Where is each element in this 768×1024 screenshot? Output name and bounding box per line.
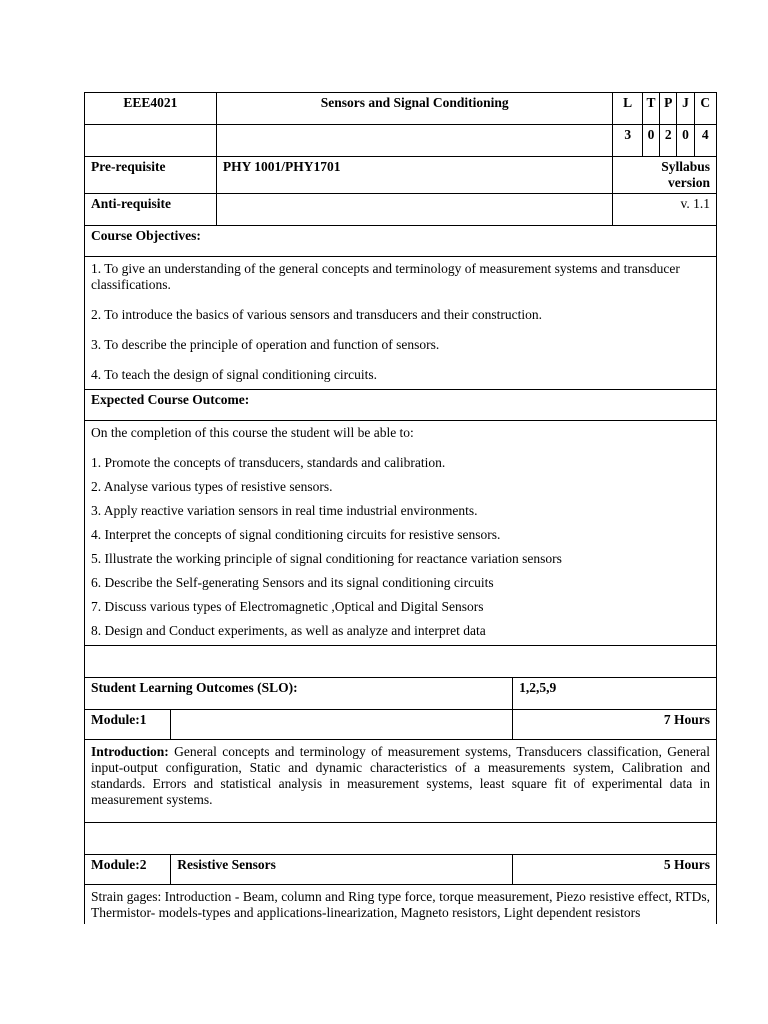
outcome-item: 4. Interpret the concepts of signal conditioning circuits for resistive sensors. — [91, 527, 501, 542]
blank-cell — [216, 125, 613, 157]
outcome-item: 8. Design and Conduct experiments, as well as analyze and interpret data — [91, 623, 486, 638]
module-2-content: Strain gages: Introduction - Beam, column and Ring type force, torque measurement, Piezo resistive effect, RTDs, Thermistor- models-types and applications-linearization, Magneto resistors, Light dependent resistors — [85, 885, 717, 925]
expected-outcome-heading: Expected Course Outcome: — [85, 390, 717, 421]
ltpjc-label-p: P — [660, 93, 677, 125]
antirequisite-value — [216, 194, 613, 226]
module-1-label: Module:1 — [85, 710, 171, 740]
module-2-title: Resistive Sensors — [171, 855, 513, 885]
course-objectives-list — [85, 257, 717, 390]
outcome-item: 5. Illustrate the working principle of signal conditioning for reactance variation sensors — [91, 551, 562, 566]
module-2-label: Module:2 — [85, 855, 171, 885]
syllabus-document — [84, 92, 717, 924]
module-1-hours: 7 Hours — [513, 710, 717, 740]
ltpjc-value-j: 0 — [677, 125, 694, 157]
objective-item: 4. To teach the design of signal conditioning circuits. — [91, 367, 377, 382]
ltpjc-label-j: J — [677, 93, 694, 125]
outcome-item: 7. Discuss various types of Electromagnetic ,Optical and Digital Sensors — [91, 599, 484, 614]
prerequisite-value: PHY 1001/PHY1701 — [216, 157, 613, 194]
objective-item: 1. To give an understanding of the general concepts and terminology of measurement systems and transducer classifications. — [91, 261, 680, 292]
blank-row — [85, 646, 717, 678]
antirequisite-label: Anti-requisite — [85, 194, 217, 226]
prerequisite-label: Pre-requisite — [85, 157, 217, 194]
module-2-hours: 5 Hours — [513, 855, 717, 885]
ltpjc-value-l: 3 — [613, 125, 642, 157]
ltpjc-value-p: 2 — [660, 125, 677, 157]
course-title: Sensors and Signal Conditioning — [216, 93, 613, 125]
ltpjc-value-t: 0 — [642, 125, 659, 157]
module-1-content — [85, 740, 717, 823]
blank-row — [85, 823, 717, 855]
ltpjc-value-c: 4 — [694, 125, 716, 157]
course-code: EEE4021 — [85, 93, 217, 125]
module-1-title — [171, 710, 513, 740]
slo-label: Student Learning Outcomes (SLO): — [85, 678, 513, 710]
ltpjc-label-c: C — [694, 93, 716, 125]
module-1-lead: Introduction: — [91, 744, 169, 759]
outcome-item: 1. Promote the concepts of transducers, standards and calibration. — [91, 455, 446, 470]
ltpjc-label-l: L — [613, 93, 642, 125]
course-objectives-heading: Course Objectives: — [85, 226, 717, 257]
outcome-item: 2. Analyse various types of resistive sensors. — [91, 479, 333, 494]
expected-outcome-list — [85, 421, 717, 646]
module-1-text: General concepts and terminology of measurement systems, Transducers classification, General input-output configuration, Static and dynamic characteristics of a measurements system, Calibration and standards. Errors and statistical analysis in measurement systems, least square fit of experimental data in measurement systems. — [91, 744, 710, 807]
syllabus-table — [84, 92, 717, 924]
objective-item: 3. To describe the principle of operation and function of sensors. — [91, 337, 440, 352]
slo-value: 1,2,5,9 — [513, 678, 717, 710]
objective-item: 2. To introduce the basics of various sensors and transducers and their construction. — [91, 307, 542, 322]
outcome-intro: On the completion of this course the student will be able to: — [91, 425, 414, 440]
outcome-item: 6. Describe the Self-generating Sensors and its signal conditioning circuits — [91, 575, 494, 590]
outcome-item: 3. Apply reactive variation sensors in real time industrial environments. — [91, 503, 478, 518]
ltpjc-label-t: T — [642, 93, 659, 125]
blank-cell — [85, 125, 217, 157]
syllabus-version-label: Syllabus version — [613, 157, 717, 194]
syllabus-version-value: v. 1.1 — [613, 194, 717, 226]
